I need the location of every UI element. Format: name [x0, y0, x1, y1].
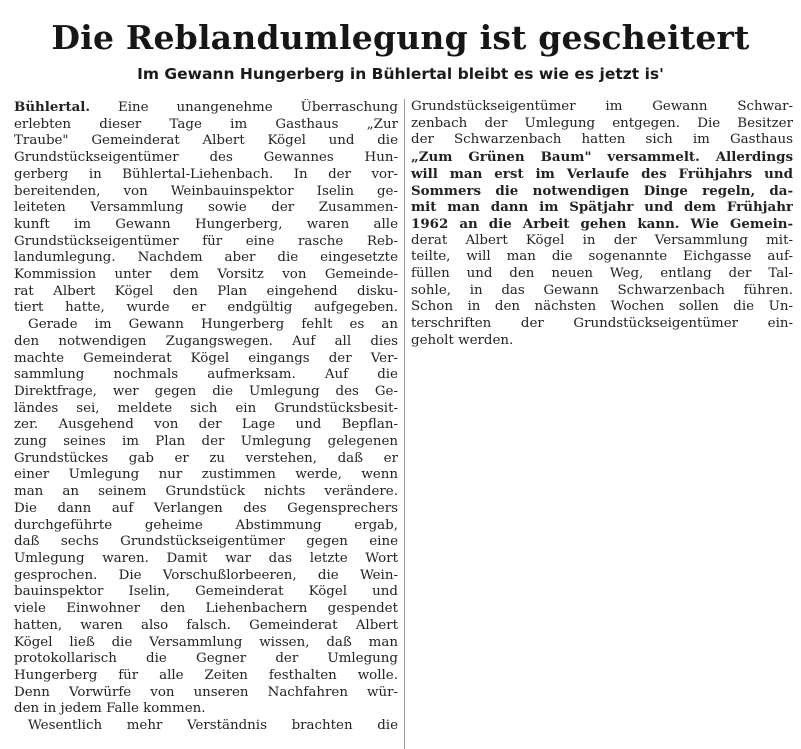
text-line-content: rat Albert Kögel den Plan eingehend disku-	[14, 283, 398, 299]
text-line-content: „Zum Grünen Baum" versammelt. Allerdings	[411, 149, 793, 166]
text-line-content: zer. Ausgehend von der Lage und Bepflan-	[14, 417, 398, 433]
text-line-content: den in jedem Falle kommen.	[14, 701, 206, 717]
text-line-content: Grundstückes gab er zu verstehen, daß er	[14, 450, 398, 466]
text-line	[14, 518, 398, 535]
text-line	[14, 234, 398, 251]
text-line	[14, 651, 398, 668]
text-line-content: Direktfrage, wer gegen die Umlegung des Ge-	[14, 383, 398, 399]
text-line	[14, 685, 398, 702]
text-line	[14, 217, 398, 234]
text-line-content: derat Albert Kögel in der Versammlung mit-	[411, 232, 793, 248]
text-line-content: daß sechs Grundstückseigentümer gegen eine	[14, 534, 398, 550]
text-line	[411, 99, 793, 116]
text-line	[14, 601, 398, 618]
text-line-content: zung seines im Plan der Umlegung gelegenen	[14, 434, 398, 450]
text-line-content: Grundstückseigentümer des Gewannes Hun-	[14, 150, 398, 166]
text-line-content: Hungerberg für alle Zeiten festhalten wolle.	[14, 667, 398, 683]
text-line	[14, 250, 398, 267]
text-line	[411, 199, 793, 216]
text-line-content: ländes sei, meldete sich ein Grundstücksbesit-	[14, 400, 398, 416]
text-line-content: bereitenden, von Weinbauinspektor Iselin ge-	[14, 183, 398, 199]
article-column-right	[411, 99, 793, 350]
text-line-content: durchgeführte geheime Abstimmung ergab,	[14, 517, 398, 533]
text-line-content: zenbach der Umlegung entgegen. Die Besitzer	[411, 115, 793, 131]
text-line	[14, 701, 398, 718]
text-line-content: Umlegung waren. Damit war das letzte Wort	[14, 550, 398, 566]
text-line-content: Grundstückseigentümer im Gewann Schwar-	[411, 99, 793, 114]
text-line	[14, 117, 398, 134]
text-line	[14, 133, 398, 150]
text-line	[14, 300, 398, 317]
text-line	[14, 267, 398, 284]
text-line	[411, 266, 793, 283]
text-line	[411, 183, 793, 200]
text-line-content: füllen und den neuen Weg, entlang der Tal-	[411, 266, 793, 282]
text-line	[411, 132, 793, 149]
subheadline: Im Gewann Hungerberg in Bühlertal bleibt es wie es jetzt is'	[137, 65, 664, 83]
text-line	[411, 333, 793, 350]
dateline: Bühlertal.	[14, 99, 91, 115]
text-line-content: Kommission unter dem Vorsitz von Gemeinde-	[14, 267, 398, 283]
text-line-content: Sommers die notwendigen Dinge regeln, da-	[411, 182, 793, 199]
text-line	[14, 501, 398, 518]
text-line-content: sammlung nochmals aufmerksam. Auf die	[14, 367, 398, 383]
text-line-content: man an seinem Grundstück nichts verändere.	[14, 484, 398, 500]
text-line-content: landumlegung. Nachdem aber die eingesetzte	[14, 250, 398, 266]
text-line-content: Schon in den nächsten Wochen sollen die Un-	[411, 299, 793, 315]
text-line	[14, 284, 398, 301]
text-line-content: will man erst im Verlaufe des Frühjahrs und	[411, 165, 793, 182]
text-line	[411, 316, 793, 333]
text-line	[411, 249, 793, 266]
text-line-content: bauinspektor Iselin, Gemeinderat Kögel und	[14, 584, 398, 600]
text-line	[14, 584, 398, 601]
text-line-content: gesprochen. Die Vorschußlorbeeren, die Wein-	[14, 567, 398, 583]
text-line-content: einer Umlegung nur zustimmen werde, wenn	[14, 467, 398, 483]
text-line-content: 1962 an die Arbeit gehen kann. Wie Gemein-	[411, 215, 793, 232]
text-line	[411, 216, 793, 233]
text-line-content: erlebten dieser Tage im Gasthaus „Zur	[14, 116, 398, 132]
text-line	[14, 668, 398, 685]
text-line	[14, 417, 398, 434]
text-line-content: terschriften der Grundstückseigentümer ein-	[411, 316, 793, 332]
text-line	[14, 551, 398, 568]
text-line-content: Denn Vorwürfe von unseren Nachfahren wür-	[14, 684, 398, 700]
text-line	[14, 150, 398, 167]
article-column-left	[14, 99, 398, 735]
text-line-content: tiert hatte, wurde er endgültig aufgegeben.	[14, 300, 398, 316]
text-line	[14, 200, 398, 217]
text-line	[14, 317, 398, 334]
text-line-content: machte Gemeinderat Kögel eingangs der Ver-	[14, 350, 398, 366]
text-line-content: Wesentlich mehr Verständnis brachten die	[28, 718, 398, 734]
text-line	[411, 283, 793, 300]
text-line-content: Grundstückseigentümer für eine rasche Reb-	[14, 233, 398, 249]
text-line-content: Traube" Gemeinderat Albert Kögel und die	[14, 133, 398, 149]
text-line-content: gerberg in Bühlertal-Liehenbach. In der vor-	[14, 166, 398, 182]
text-line	[14, 384, 398, 401]
text-line-content: leiteten Versammlung sowie der Zusammen-	[14, 200, 398, 216]
text-line	[14, 167, 398, 184]
text-line-content: teilte, will man die sogenannte Eichgasse auf-	[411, 249, 793, 265]
text-line-content: der Schwarzenbach hatten sich im Gasthaus	[411, 132, 793, 148]
text-line	[14, 401, 398, 418]
text-line-content: Gerade im Gewann Hungerberg fehlt es an	[28, 317, 398, 333]
text-line-content: viele Einwohner den Liehenbachern gespendet	[14, 601, 398, 617]
text-line	[14, 351, 398, 368]
text-line-content: Die dann auf Verlangen des Gegensprechers	[14, 500, 398, 516]
text-line	[411, 116, 793, 133]
text-line	[14, 99, 398, 117]
text-line	[14, 434, 398, 451]
text-line	[14, 534, 398, 551]
text-line	[14, 184, 398, 201]
text-line	[14, 367, 398, 384]
text-line	[14, 635, 398, 652]
text-line	[411, 299, 793, 316]
text-line-content: den notwendigen Zugangswegen. Auf all dies	[14, 333, 398, 349]
column-divider	[404, 99, 405, 749]
text-line-content: hatten, waren also falsch. Gemeinderat Albert	[14, 617, 398, 633]
text-line	[411, 149, 793, 166]
headline: Die Reblandumlegung ist gescheitert	[51, 18, 750, 57]
text-line	[14, 334, 398, 351]
text-line	[14, 568, 398, 585]
text-line	[14, 467, 398, 484]
text-line-content: geholt werden.	[411, 332, 514, 348]
text-line-content: mit man dann im Spätjahr und dem Frühjahr	[411, 199, 793, 216]
text-line-content: kunft im Gewann Hungerberg, waren alle	[14, 216, 398, 232]
text-line	[411, 233, 793, 250]
text-line	[411, 166, 793, 183]
text-line-content: Kögel ließ die Versammlung wissen, daß man	[14, 634, 398, 650]
text-line	[14, 451, 398, 468]
text-line	[14, 718, 398, 735]
text-line-content: Eine unangenehme Überraschung	[118, 100, 398, 115]
text-line	[14, 484, 398, 501]
text-line	[14, 618, 398, 635]
text-line-content: sohle, in das Gewann Schwarzenbach führen.	[411, 282, 793, 298]
text-line-content: protokollarisch die Gegner der Umlegung	[14, 651, 398, 667]
